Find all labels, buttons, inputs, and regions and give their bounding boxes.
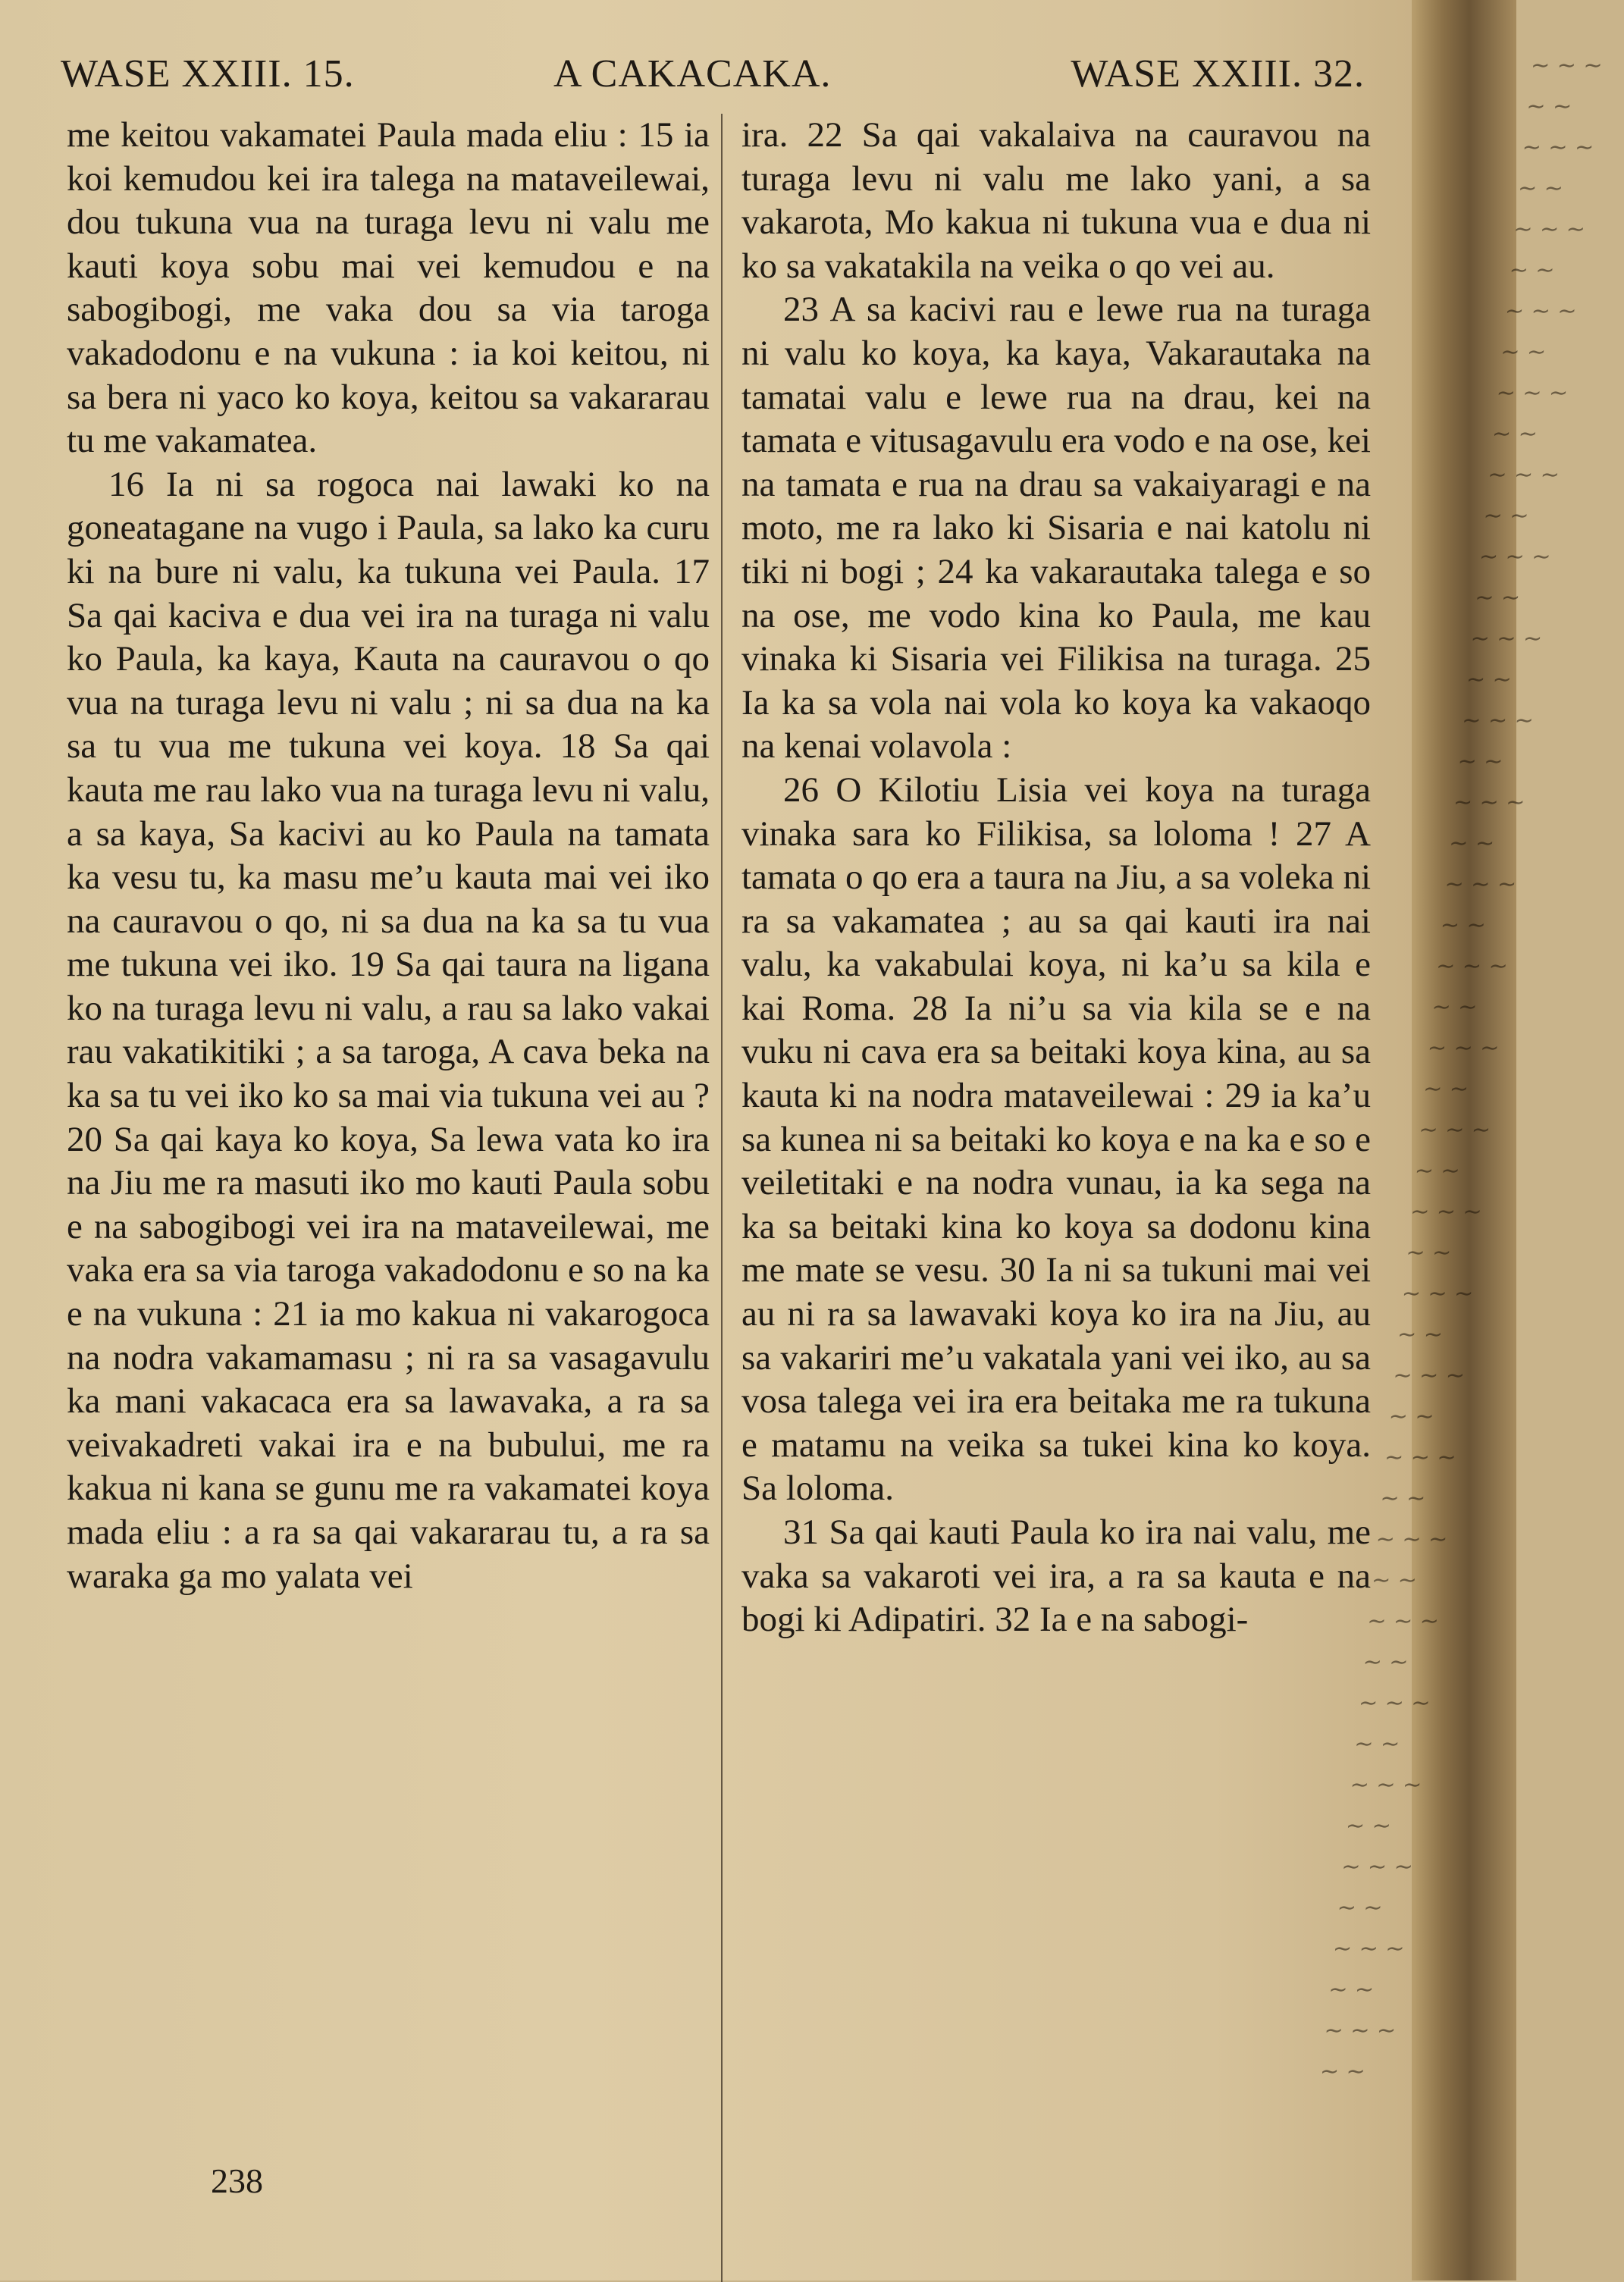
- paragraph: ira. 22 Sa qai vakalaiva na cauravou na turaga levu ni valu me lako yani, a sa vakarota, Mo kakua ni tukuna vua e dua ni ko sa vakatakila na veika o qo vei au.: [741, 115, 1371, 286]
- left-column: [67, 114, 710, 1598]
- column-divider: [721, 114, 723, 2282]
- bleed-through-text: ~ ~ ~ ~ ~ ~ ~ ~ ~ ~ ~ ~ ~ ~ ~ ~ ~ ~ ~ ~ ~ ~ ~ ~ ~ ~ ~ ~ ~ ~ ~ ~ ~ ~ ~ ~ ~ ~ ~ ~ ~ ~ ~ ~ ~ ~ ~ ~ ~ ~ ~ ~ ~ ~ ~ ~ ~ ~ ~ ~ ~ ~ ~ ~ ~ ~ ~ ~ ~ ~ ~ ~ ~ ~ ~ ~ ~ ~ ~ ~ ~ ~ ~ ~ ~ ~ ~ ~ ~ ~ ~ ~ ~ ~ ~ ~ ~ ~ ~ ~ ~ ~ ~ ~ ~ ~ ~ ~ ~ ~ ~ ~ ~ ~ ~ ~ ~ ~ ~ ~ ~ ~ ~ ~ ~: [1318, 52, 1604, 2085]
- paragraph: 31 Sa qai kauti Paula ko ira nai valu, me vaka sa vakaroti vei ira, a ra sa kauta e na bogi ki Adipatiri. 32 Ia e na sabogi-: [741, 1512, 1371, 1640]
- facing-page-edge: [1318, 0, 1604, 2280]
- running-header: [61, 52, 1365, 105]
- header-title: A CAKACAKA.: [553, 52, 832, 96]
- paragraph: 26 O Kilotiu Lisia vei koya na turaga vinaka sara ko Filikisa, sa loloma ! 27 A tamata o qo era a taura na Jiu, a sa voleka ni ra sa vakamatea ; au sa qai kauti ira nai valu, ka vakabulai koya, ni ka’u sa kila e kai Roma. 28 Ia ni’u sa via kila se e na vuku ni cava era sa beitaki koya kina, au sa kauta ki na nodra mataveilewai : 29 ia ka’u sa kunea ni sa beitaki ko koya e na ka e so e veiletitaki e na nodra vunau, ia ka sega na ka sa beitaki kina ko koya sa dodonu kina me mate se vesu. 30 Ia ni sa tukuni mai vei au ni ra sa lawavaki koya ko ira na Jiu, au sa vakariri me’u vakatala yani vei iko, au sa vosa talega vei ira era beitaka me ra tukuna e matamu na veika sa tukei kina ko koya. Sa loloma.: [741, 770, 1371, 1509]
- header-left: WASE XXIII. 15.: [61, 52, 355, 96]
- paragraph: me keitou vakamatei Paula mada eliu : 15 ia koi kemudou kei ira talega na mataveilewai, dou tukuna vua na turaga levu ni valu me kauti koya sobu mai vei kemudou e na sabogibogi, me vaka dou sa via taroga vakadodonu e na vukuna : ia koi keitou, ni sa bera ni yaco ko koya, keitou sa vakararau tu me vakamatea.: [67, 115, 710, 461]
- paragraph: 16 Ia ni sa rogoca nai lawaki ko na goneatagane na vugo i Paula, sa lako ka curu ki na bure ni valu, ka tukuna vei Paula. 17 Sa qai kaciva e dua vei ira na turaga ni valu ko Paula, ka kaya, Kauta na cauravou o qo vua na turaga levu ni valu ; ni sa dua na ka sa tu vua me tukuna vei koya. 18 Sa qai kauta me rau lako vua na turaga levu ni valu, a sa kaya, Sa kacivi au ko Paula na tamata ka vesu tu, ka masu me’u kauta mai vei iko na cauravou o qo, ni sa dua na ka sa tu vua me tukuna vei iko. 19 Sa qai taura na ligana ko na turaga levu ni valu, a rau sa lako vakai rau vakatikitiki ; a sa taroga, A cava beka na ka sa tu vei iko ko sa mai via tukuna vei au ? 20 Sa qai kaya ko koya, Sa lewa vata ko ira na Jiu me ra masuti iko mo kauti Paula sobu e na sabogibogi vei ira na mataveilewai, me vaka era sa via taroga vakadodonu e so na ka e na vukuna : 21 ia mo kakua ni vakarogoca na nodra vakamamasu ; ni ra sa vasagavulu ka mani vakacaca era sa lawavaka, a ra sa veivakadreti vakai ira e na bubului, me ra kakua ni kana se gunu me ra vakamatei koya mada eliu : a ra sa qai vakararau tu, a ra sa waraka ga mo yalata vei: [67, 464, 710, 1596]
- page-number: 238: [211, 2161, 263, 2200]
- header-right: WASE XXIII. 32.: [1071, 52, 1365, 96]
- right-column: [741, 114, 1371, 1642]
- paragraph: 23 A sa kacivi rau e lewe rua na turaga ni valu ko koya, ka kaya, Vakarautaka na tamatai valu e lewe rua na drau, kei na tamata e vitusagavulu era vodo e na ose, kei na tamata e rua na drau sa vakaiyaragi e na moto, me ra lako ki Sisaria e nai katolu ni tiki ni bogi ; 24 ka vakarautaka talega e so na ose, me vodo kina ko Paula, me kau vinaka ki Sisaria vei Filikisa na turaga. 25 Ia ka sa vola nai vola ko koya ka vakaoqo na kenai volavola :: [741, 290, 1371, 766]
